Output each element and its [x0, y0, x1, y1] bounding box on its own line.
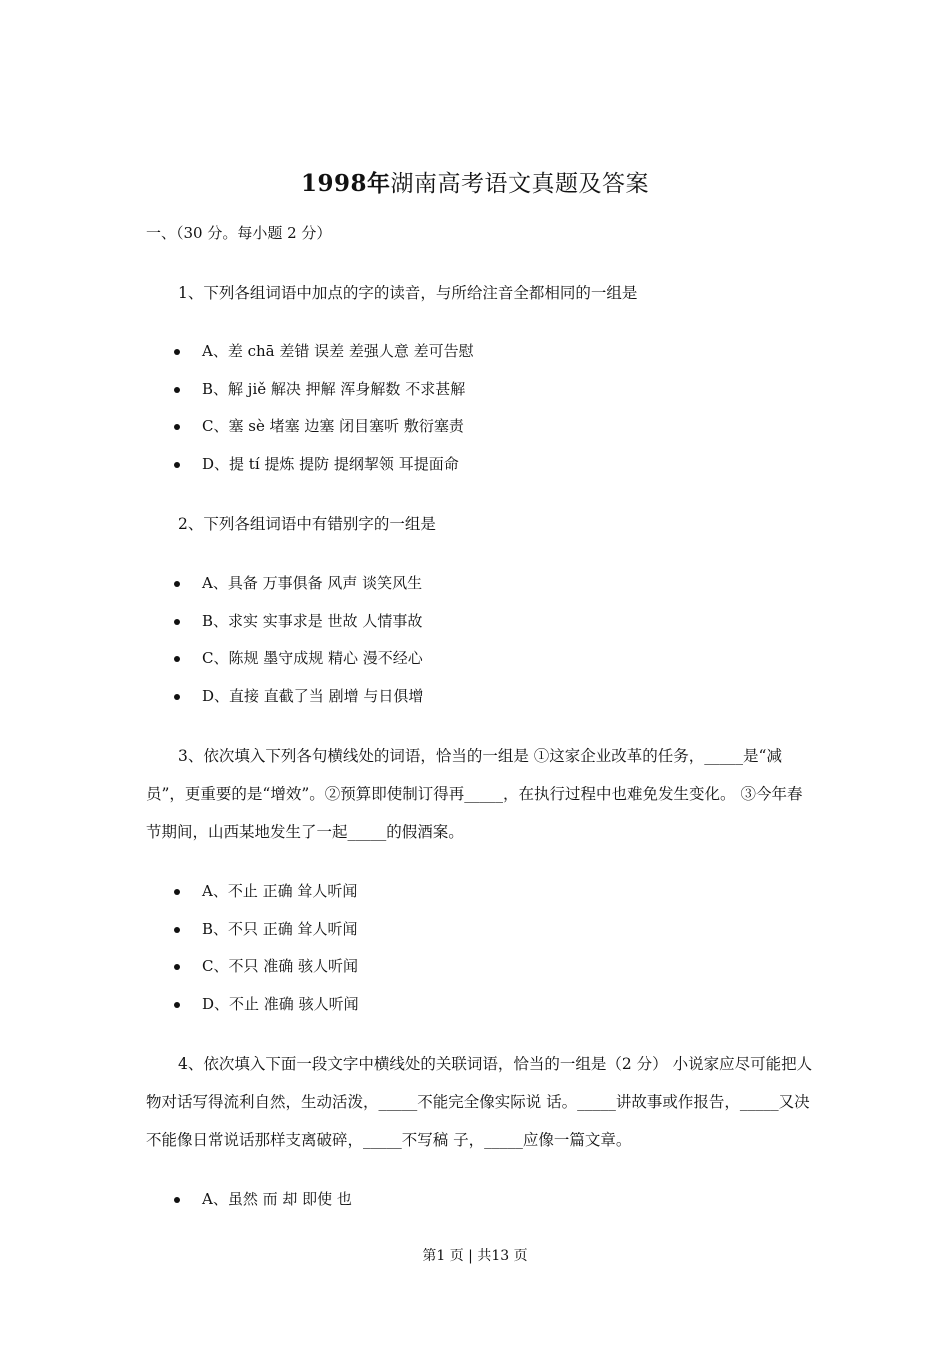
bullet-icon: [174, 619, 180, 625]
option-text: B、求实 实事求是 世故 人情事故: [202, 611, 423, 630]
question-1-option-b: [170, 371, 474, 409]
title-year: 1998年: [300, 170, 391, 198]
question-3-option-d: [170, 986, 359, 1024]
bullet-icon: [174, 656, 180, 662]
option-text: B、解 jiě 解决 押解 浑身解数 不求甚解: [202, 379, 466, 398]
question-2-option-a: [170, 565, 423, 603]
section-heading: 一、（30 分。每小题 2 分）: [146, 224, 332, 242]
option-text: A、虽然 而 却 即使 也: [202, 1190, 352, 1208]
option-text: B、不只 正确 耸人听闻: [202, 919, 358, 938]
bullet-icon: [174, 927, 180, 933]
bullet-icon: [174, 889, 180, 895]
option-text: A、具备 万事俱备 风声 谈笑风生: [202, 574, 423, 592]
option-text: C、塞 sè 堵塞 边塞 闭目塞听 敷衍塞责: [202, 417, 464, 435]
option-text: D、提 tí 提炼 提防 提纲挈领 耳提面命: [202, 454, 459, 473]
bullet-icon: [174, 462, 180, 468]
bullet-icon: [174, 387, 180, 393]
question-4-option-a: [170, 1181, 352, 1219]
question-3-stem: 3、依次填入下列各句横线处的词语，恰当的一组是 ①这家企业改革的任务，_____是“减员”，更重要的是“增效”。②预算即使制订得再_____，在执行过程中也难免发生变化。 ③今年春节期间，山西某地发生了一起_____的假酒案。: [146, 747, 803, 841]
question-1-option-a: [170, 333, 474, 371]
option-text: A、差 chā 差错 误差 差强人意 差可告慰: [202, 342, 474, 360]
document-title: [0, 165, 950, 198]
option-text: D、不止 准确 骇人听闻: [202, 994, 359, 1013]
question-3-option-b: [170, 911, 359, 949]
question-3-option-c: [170, 948, 359, 986]
bullet-icon: [174, 1197, 180, 1203]
question-3-option-a: [170, 873, 359, 911]
question-2-stem: 2、下列各组词语中有错别字的一组是: [178, 515, 436, 533]
question-1-option-c: [170, 408, 474, 446]
question-1-option-d: [170, 446, 474, 484]
question-1-stem: 1、下列各组词语中加点的字的读音，与所给注音全都相同的一组是: [178, 284, 638, 302]
title-text: 湖南高考语文真题及答案: [390, 171, 649, 198]
question-4-options: [170, 1181, 352, 1219]
page-footer: 第1 页 | 共13 页: [422, 1248, 528, 1264]
option-text: D、直接 直截了当 剧增 与日俱增: [202, 686, 424, 705]
question-2-option-b: [170, 603, 423, 641]
bullet-icon: [174, 1002, 180, 1008]
option-text: C、陈规 墨守成规 精心 漫不经心: [202, 649, 423, 667]
question-2-options: [170, 565, 423, 715]
option-text: A、不止 正确 耸人听闻: [202, 882, 358, 900]
question-2-option-d: [170, 678, 423, 716]
question-1-options: [170, 333, 474, 483]
question-3-options: [170, 873, 359, 1023]
bullet-icon: [174, 349, 180, 355]
option-text: C、不只 准确 骇人听闻: [202, 957, 359, 975]
question-4-stem: 4、依次填入下面一段文字中横线处的关联词语，恰当的一组是（2 分） 小说家应尽可能把人物对话写得流利自然，生动活泼，_____不能完全像实际说 话。_____讲故事或作报告，_____又决不能像日常说话那样支离破碎，_____不写稿 子，_____应像一篇文章。: [146, 1055, 813, 1149]
bullet-icon: [174, 424, 180, 430]
bullet-icon: [174, 964, 180, 970]
bullet-icon: [174, 694, 180, 700]
bullet-icon: [174, 581, 180, 587]
question-2-option-c: [170, 640, 423, 678]
